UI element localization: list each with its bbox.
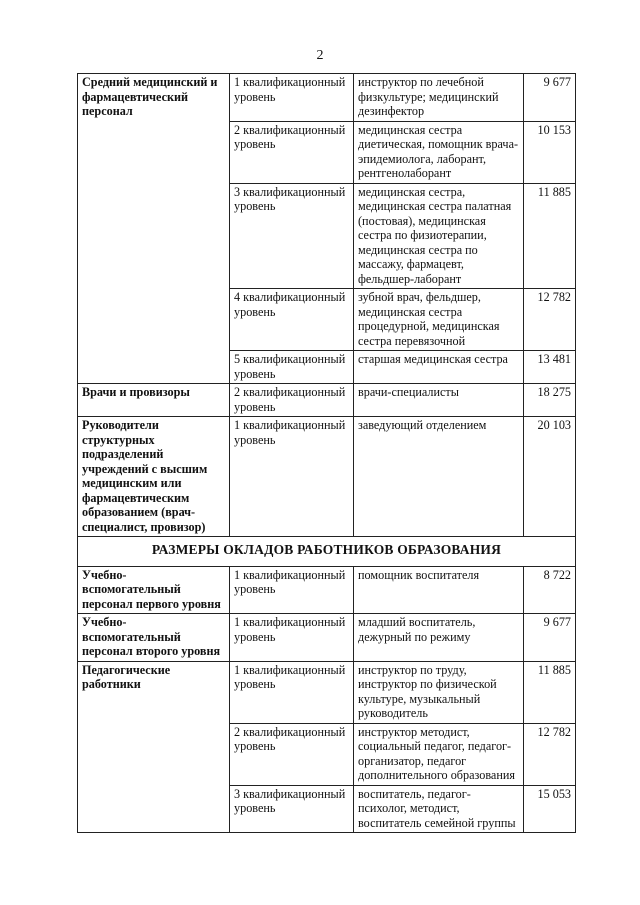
position-cell: младший воспитатель, дежурный по режиму <box>354 614 524 662</box>
section-header-row <box>78 537 576 567</box>
position-cell: заведующий отделением <box>354 417 524 537</box>
salary-cell: 11 885 <box>524 661 576 723</box>
salary-cell: 10 153 <box>524 121 576 183</box>
level-cell: 1 квалификационный уровень <box>230 566 354 614</box>
level-cell: 4 квалификационный уровень <box>230 289 354 351</box>
level-cell: 2 квалификационный уровень <box>230 384 354 417</box>
group-cell: Средний медицинский и фармацевтический персонал <box>78 74 230 384</box>
position-cell: помощник воспитателя <box>354 566 524 614</box>
level-cell: 1 квалификационный уровень <box>230 417 354 537</box>
position-cell: воспитатель, педагог-психолог, методист, воспитатель семейной группы <box>354 785 524 833</box>
salary-cell: 12 782 <box>524 723 576 785</box>
level-cell: 2 квалификационный уровень <box>230 121 354 183</box>
group-cell: Учебно-вспомогательный персонал первого уровня <box>78 566 230 614</box>
position-cell: медицинская сестра, медицинская сестра палатная (постовая), медицинская сестра по физиотерапии, медицинская сестра по массажу, фармацевт, фельдшер-лаборант <box>354 183 524 289</box>
table-row <box>78 74 576 122</box>
level-cell: 5 квалификационный уровень <box>230 351 354 384</box>
group-cell: Педагогические работники <box>78 661 230 833</box>
position-cell: инструктор по лечебной физкультуре; медицинский дезинфектор <box>354 74 524 122</box>
level-cell: 3 квалификационный уровень <box>230 183 354 289</box>
salary-cell: 12 782 <box>524 289 576 351</box>
salary-table <box>77 73 576 833</box>
salary-cell: 8 722 <box>524 566 576 614</box>
position-cell: инструктор по труду, инструктор по физической культуре, музыкальный руководитель <box>354 661 524 723</box>
table-row <box>78 417 576 537</box>
position-cell: зубной врач, фельдшер, медицинская сестра процедурной, медицинская сестра перевязочной <box>354 289 524 351</box>
level-cell: 1 квалификационный уровень <box>230 74 354 122</box>
position-cell: медицинская сестра диетическая, помощник врача-эпидемиолога, лаборант, рентгенолаборант <box>354 121 524 183</box>
group-cell: Учебно-вспомогательный персонал второго уровня <box>78 614 230 662</box>
table-row <box>78 566 576 614</box>
position-cell: инструктор методист, социальный педагог, педагог- организатор, педагог дополнительного образования <box>354 723 524 785</box>
table-row <box>78 384 576 417</box>
salary-cell: 11 885 <box>524 183 576 289</box>
salary-cell: 9 677 <box>524 74 576 122</box>
salary-cell: 18 275 <box>524 384 576 417</box>
salary-cell: 15 053 <box>524 785 576 833</box>
table-row <box>78 614 576 662</box>
group-cell: Врачи и провизоры <box>78 384 230 417</box>
section-title: РАЗМЕРЫ ОКЛАДОВ РАБОТНИКОВ ОБРАЗОВАНИЯ <box>78 537 576 567</box>
page-number: 2 <box>316 48 324 63</box>
table-row <box>78 661 576 723</box>
salary-cell: 9 677 <box>524 614 576 662</box>
group-cell: Руководители структурных подразделений учреждений с высшим медицинским или фармацевтическим образованием (врач-специалист, провизор) <box>78 417 230 537</box>
level-cell: 3 квалификационный уровень <box>230 785 354 833</box>
salary-cell: 13 481 <box>524 351 576 384</box>
salary-cell: 20 103 <box>524 417 576 537</box>
level-cell: 1 квалификационный уровень <box>230 614 354 662</box>
position-cell: врачи-специалисты <box>354 384 524 417</box>
level-cell: 2 квалификационный уровень <box>230 723 354 785</box>
position-cell: старшая медицинская сестра <box>354 351 524 384</box>
level-cell: 1 квалификационный уровень <box>230 661 354 723</box>
